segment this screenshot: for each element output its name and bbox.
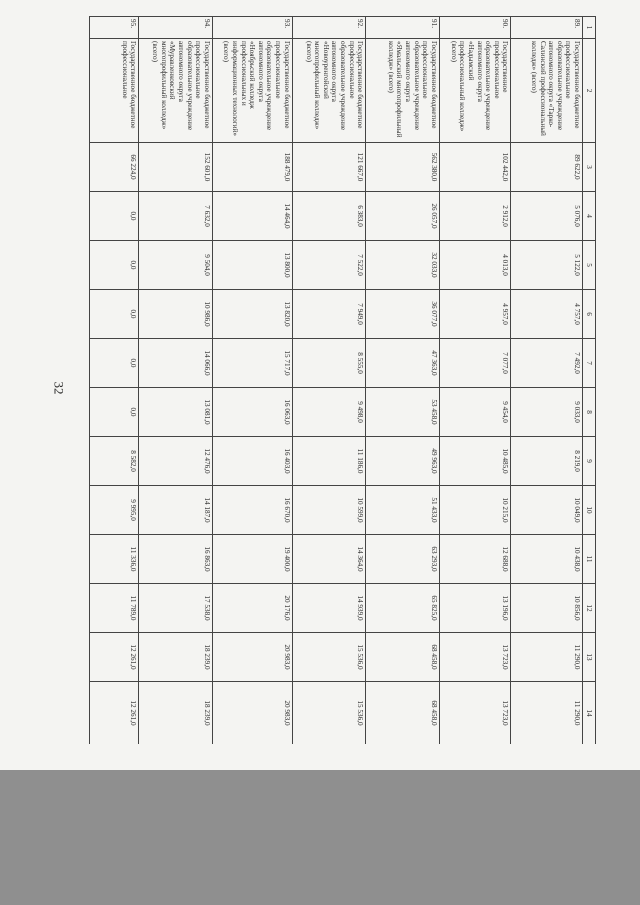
value-cell: 13 723,0 bbox=[439, 633, 511, 682]
value-cell: 65 825,0 bbox=[366, 584, 440, 633]
header-cell: 14 bbox=[583, 682, 596, 745]
value-cell: 4 757,0 bbox=[511, 290, 583, 339]
institution-name-cell: Государственное бюджетное профессиональное bbox=[90, 39, 139, 143]
value-cell: 10 599,0 bbox=[292, 486, 366, 535]
value-cell: 562 380,0 bbox=[366, 143, 440, 192]
page-number: 32 bbox=[51, 381, 67, 395]
table-row bbox=[90, 17, 139, 745]
value-cell: 16 670,0 bbox=[212, 486, 292, 535]
table-row bbox=[511, 17, 583, 745]
row-index-cell: 90. bbox=[439, 17, 511, 39]
value-cell: 36 077,0 bbox=[366, 290, 440, 339]
value-cell: 20 983,0 bbox=[212, 633, 292, 682]
value-cell: 11 336,0 bbox=[90, 535, 139, 584]
value-cell: 9 498,0 bbox=[292, 388, 366, 437]
value-cell: 20 176,0 bbox=[212, 584, 292, 633]
value-cell: 26 057,0 bbox=[366, 192, 440, 241]
value-cell: 63 293,0 bbox=[366, 535, 440, 584]
value-cell: 13 800,0 bbox=[212, 241, 292, 290]
header-cell: 1 bbox=[583, 17, 596, 39]
row-index-cell: 95. bbox=[90, 17, 139, 39]
institution-name-cell: Государственное бюджетное профессиональное образовательное учреждение автономного округа «Тарко-Салинский профессиональный колледж» (всего) bbox=[511, 39, 583, 143]
value-cell: 5 122,0 bbox=[511, 241, 583, 290]
value-cell: 7 492,0 bbox=[511, 339, 583, 388]
value-cell: 152 601,0 bbox=[139, 143, 213, 192]
value-cell: 18 239,0 bbox=[139, 633, 213, 682]
value-cell: 15 536,0 bbox=[292, 633, 366, 682]
value-cell: 15 536,0 bbox=[292, 682, 366, 745]
value-cell: 10 856,0 bbox=[511, 584, 583, 633]
value-cell: 7 949,0 bbox=[292, 290, 366, 339]
value-cell: 0,0 bbox=[90, 241, 139, 290]
rotated-table-container bbox=[89, 16, 596, 744]
row-index-cell: 94. bbox=[139, 17, 213, 39]
value-cell: 11 290,0 bbox=[511, 682, 583, 745]
row-index-cell: 92. bbox=[292, 17, 366, 39]
value-cell: 0,0 bbox=[90, 192, 139, 241]
value-cell: 16 063,0 bbox=[212, 388, 292, 437]
value-cell: 8 555,0 bbox=[292, 339, 366, 388]
value-cell: 9 033,0 bbox=[511, 388, 583, 437]
header-cell: 5 bbox=[583, 241, 596, 290]
table-row bbox=[212, 17, 292, 745]
value-cell: 53 458,0 bbox=[366, 388, 440, 437]
value-cell: 12 688,0 bbox=[439, 535, 511, 584]
header-cell: 9 bbox=[583, 437, 596, 486]
header-row bbox=[583, 17, 596, 745]
table-row bbox=[139, 17, 213, 745]
value-cell: 7 632,0 bbox=[139, 192, 213, 241]
header-cell: 10 bbox=[583, 486, 596, 535]
value-cell: 12 261,0 bbox=[90, 633, 139, 682]
value-cell: 12 476,0 bbox=[139, 437, 213, 486]
value-cell: 10 986,0 bbox=[139, 290, 213, 339]
value-cell: 16 403,0 bbox=[212, 437, 292, 486]
value-cell: 10 049,0 bbox=[511, 486, 583, 535]
value-cell: 18 239,0 bbox=[139, 682, 213, 745]
header-cell: 3 bbox=[583, 143, 596, 192]
value-cell: 15 717,0 bbox=[212, 339, 292, 388]
value-cell: 68 458,0 bbox=[366, 682, 440, 745]
header-cell: 2 bbox=[583, 39, 596, 143]
value-cell: 51 433,0 bbox=[366, 486, 440, 535]
value-cell: 11 789,0 bbox=[90, 584, 139, 633]
value-cell: 8 582,0 bbox=[90, 437, 139, 486]
value-cell: 16 863,0 bbox=[139, 535, 213, 584]
value-cell: 11 186,0 bbox=[292, 437, 366, 486]
value-cell: 13 723,0 bbox=[439, 682, 511, 745]
value-cell: 14 066,0 bbox=[139, 339, 213, 388]
row-index-cell: 89. bbox=[511, 17, 583, 39]
budget-table bbox=[89, 16, 596, 744]
value-cell: 14 464,0 bbox=[212, 192, 292, 241]
value-cell: 68 458,0 bbox=[366, 633, 440, 682]
institution-name-cell: Государственное бюджетное профессиональное образовательное учреждение автономного округа «Муравленковский многопрофильный колледж» (всего) bbox=[139, 39, 213, 143]
institution-name-cell: Государственное бюджетное профессиональное образовательное учреждение автономного округа «Ноябрьский колледж профессиональных и информационных технологий» (всего) bbox=[212, 39, 292, 143]
value-cell: 11 290,0 bbox=[511, 633, 583, 682]
value-cell: 10 215,0 bbox=[439, 486, 511, 535]
value-cell: 4 013,0 bbox=[439, 241, 511, 290]
value-cell: 188 479,0 bbox=[212, 143, 292, 192]
value-cell: 14 187,0 bbox=[139, 486, 213, 535]
value-cell: 12 261,0 bbox=[90, 682, 139, 745]
value-cell: 7 522,0 bbox=[292, 241, 366, 290]
value-cell: 8 219,0 bbox=[511, 437, 583, 486]
value-cell: 9 504,0 bbox=[139, 241, 213, 290]
value-cell: 7 077,0 bbox=[439, 339, 511, 388]
header-cell: 4 bbox=[583, 192, 596, 241]
value-cell: 66 224,0 bbox=[90, 143, 139, 192]
value-cell: 102 442,0 bbox=[439, 143, 511, 192]
value-cell: 10 438,0 bbox=[511, 535, 583, 584]
institution-name-cell: Государственное бюджетное профессиональное образовательное учреждение автономного округа «Ямальский многопрофильный колледж» (всего) bbox=[366, 39, 440, 143]
table-row bbox=[292, 17, 366, 745]
header-cell: 12 bbox=[583, 584, 596, 633]
header-cell: 7 bbox=[583, 339, 596, 388]
value-cell: 14 364,0 bbox=[292, 535, 366, 584]
value-cell: 14 939,0 bbox=[292, 584, 366, 633]
table-row bbox=[366, 17, 440, 745]
value-cell: 9 995,0 bbox=[90, 486, 139, 535]
value-cell: 32 033,0 bbox=[366, 241, 440, 290]
table-body bbox=[90, 17, 583, 745]
value-cell: 4 957,0 bbox=[439, 290, 511, 339]
value-cell: 20 983,0 bbox=[212, 682, 292, 745]
value-cell: 89 622,0 bbox=[511, 143, 583, 192]
value-cell: 47 363,0 bbox=[366, 339, 440, 388]
institution-name-cell: Государственное профессиональное образовательное учреждение автономного округа «Надымский профессиональный колледж» (всего) bbox=[439, 39, 511, 143]
value-cell: 0,0 bbox=[90, 290, 139, 339]
value-cell: 9 454,0 bbox=[439, 388, 511, 437]
value-cell: 2 912,0 bbox=[439, 192, 511, 241]
value-cell: 49 963,0 bbox=[366, 437, 440, 486]
header-cell: 11 bbox=[583, 535, 596, 584]
value-cell: 13 081,0 bbox=[139, 388, 213, 437]
row-index-cell: 91. bbox=[366, 17, 440, 39]
table-viewport bbox=[89, 16, 596, 744]
table-row bbox=[439, 17, 511, 745]
value-cell: 19 400,0 bbox=[212, 535, 292, 584]
row-index-cell: 93. bbox=[212, 17, 292, 39]
header-cell: 8 bbox=[583, 388, 596, 437]
value-cell: 0,0 bbox=[90, 388, 139, 437]
value-cell: 13 820,0 bbox=[212, 290, 292, 339]
value-cell: 0,0 bbox=[90, 339, 139, 388]
institution-name-cell: Государственное бюджетное профессиональное образовательное учреждение автономного округа «Новоуренгойский многопрофильный колледж» (всего) bbox=[292, 39, 366, 143]
value-cell: 13 196,0 bbox=[439, 584, 511, 633]
value-cell: 121 667,0 bbox=[292, 143, 366, 192]
value-cell: 6 383,0 bbox=[292, 192, 366, 241]
value-cell: 5 076,0 bbox=[511, 192, 583, 241]
value-cell: 17 538,0 bbox=[139, 584, 213, 633]
header-cell: 6 bbox=[583, 290, 596, 339]
header-cell: 13 bbox=[583, 633, 596, 682]
value-cell: 10 485,0 bbox=[439, 437, 511, 486]
